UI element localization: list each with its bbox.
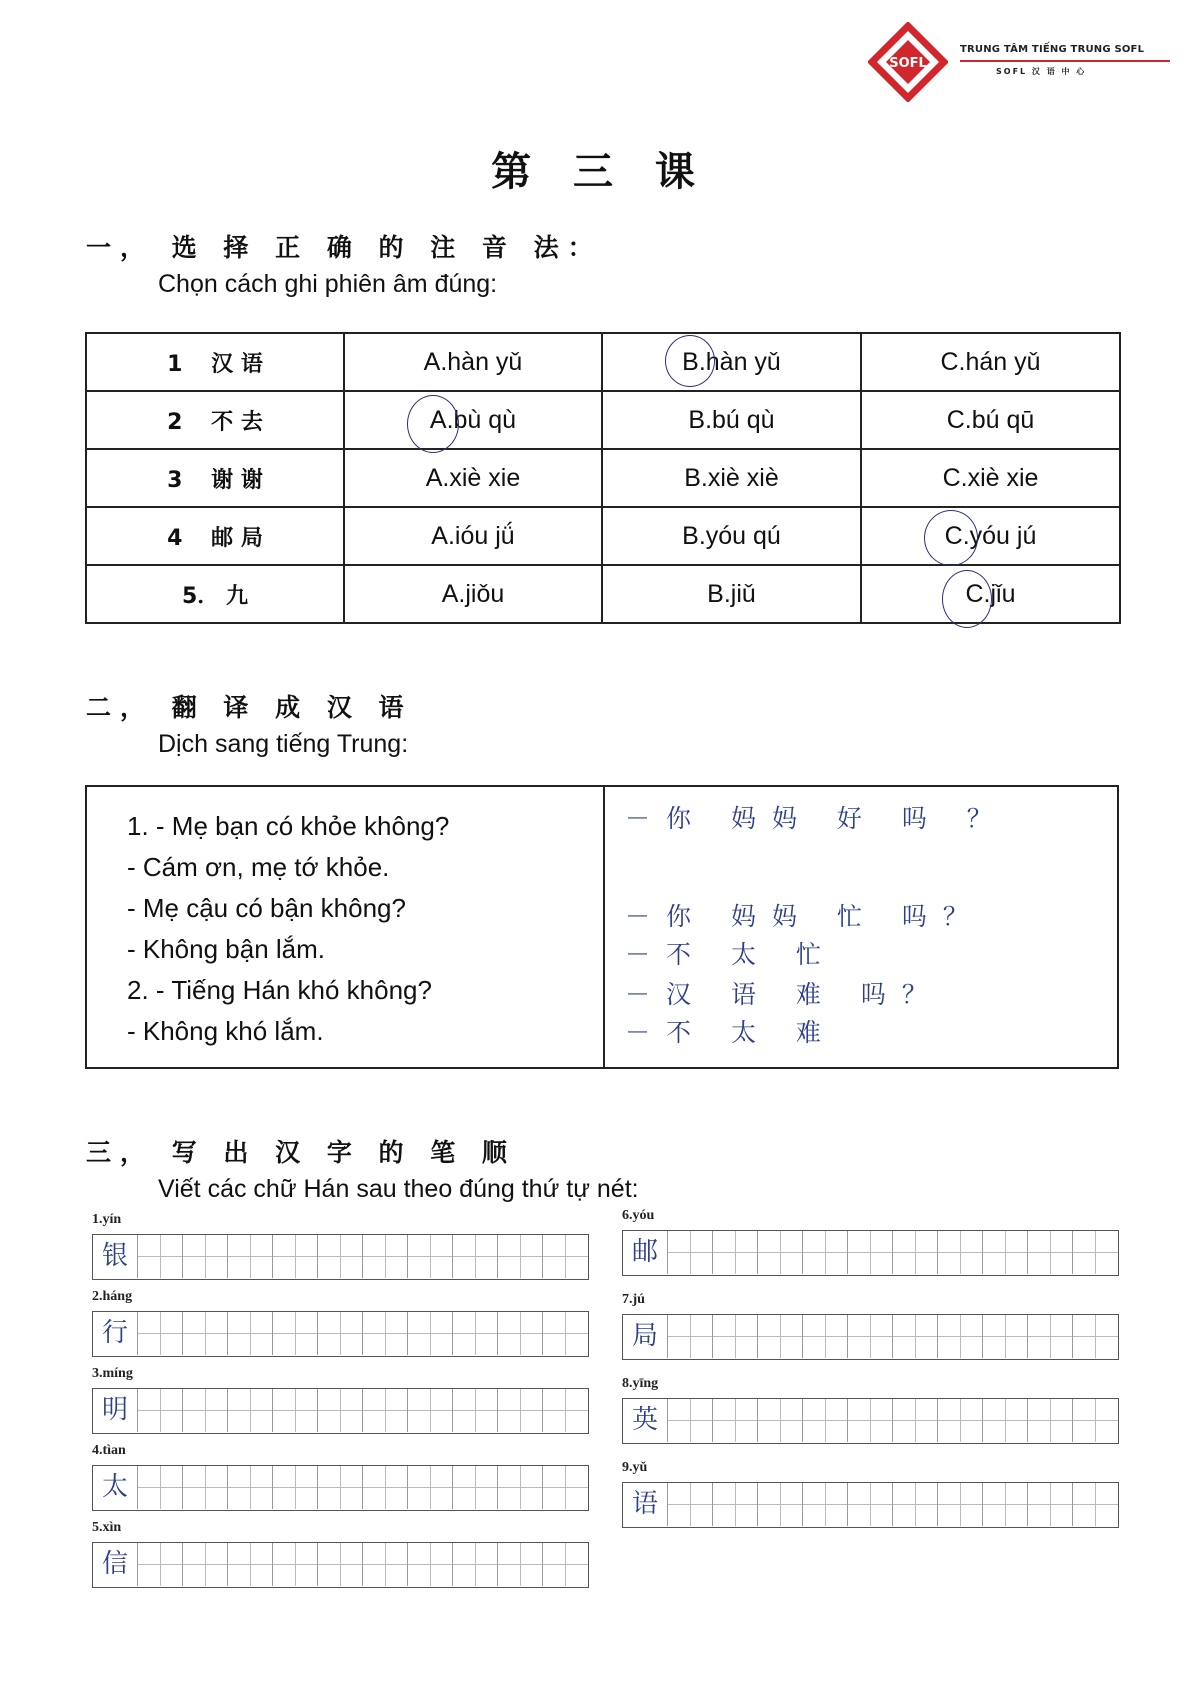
practice-cell[interactable]	[453, 1312, 498, 1355]
vietnamese-line: 2. - Tiếng Hán khó không?	[127, 975, 432, 1005]
practice-cell[interactable]	[228, 1466, 273, 1509]
practice-cell[interactable]	[228, 1235, 273, 1278]
vietnamese-line: - Cám ơn, mẹ tớ khỏe.	[127, 852, 390, 882]
practice-cell[interactable]	[363, 1235, 408, 1278]
grid-label: 5.xìn	[92, 1520, 122, 1535]
answer-circle-mark	[665, 335, 715, 387]
handwritten-answer: －你 妈妈 忙 吗？	[625, 902, 984, 931]
handwritten-answer: －不 太 难	[625, 1018, 837, 1047]
option-c[interactable]: C.yóu jú	[861, 507, 1120, 565]
practice-cell[interactable]	[983, 1315, 1028, 1358]
grid-label: 2.háng	[92, 1289, 133, 1304]
option-a[interactable]: A.ióu jǘ	[344, 507, 602, 565]
practice-cell[interactable]	[183, 1389, 228, 1432]
practice-cell[interactable]	[1073, 1399, 1118, 1442]
practice-cell[interactable]	[498, 1235, 543, 1278]
writing-grid	[622, 1398, 1119, 1444]
grid-label: 8.yīng	[622, 1376, 659, 1391]
practice-cell[interactable]	[543, 1389, 588, 1432]
practice-cell[interactable]	[273, 1312, 318, 1355]
practice-cell[interactable]	[848, 1399, 893, 1442]
practice-cell[interactable]	[893, 1399, 938, 1442]
grid-label: 9.yǔ	[622, 1460, 648, 1475]
option-a[interactable]: A.hàn yǔ	[344, 333, 602, 391]
practice-cell[interactable]	[138, 1466, 183, 1509]
practice-cell[interactable]	[453, 1543, 498, 1586]
practice-cell[interactable]	[318, 1312, 363, 1355]
practice-cell[interactable]	[543, 1312, 588, 1355]
practice-cell[interactable]	[938, 1231, 983, 1274]
model-character: 局	[623, 1315, 668, 1358]
question-cell: 5． 九	[86, 565, 344, 623]
practice-cell[interactable]	[228, 1312, 273, 1355]
option-c[interactable]: C.jǐu	[861, 565, 1120, 623]
practice-cell[interactable]	[543, 1235, 588, 1278]
option-a[interactable]: A.jiǒu	[344, 565, 602, 623]
practice-cell[interactable]	[453, 1389, 498, 1432]
practice-cell[interactable]	[803, 1315, 848, 1358]
practice-cell[interactable]	[848, 1315, 893, 1358]
practice-cell[interactable]	[758, 1231, 803, 1274]
logo-mark-icon	[868, 22, 948, 102]
logo-mark-text: SOFL	[889, 56, 927, 71]
practice-cell[interactable]	[1028, 1231, 1073, 1274]
practice-cell[interactable]	[713, 1315, 758, 1358]
practice-cell[interactable]	[408, 1235, 453, 1278]
practice-cell[interactable]	[758, 1483, 803, 1526]
writing-grid	[92, 1542, 589, 1588]
practice-cell[interactable]	[758, 1315, 803, 1358]
table-row	[86, 449, 1120, 507]
logo-subtitle: SOFL 汉 语 中 心	[996, 67, 1087, 76]
practice-cell[interactable]	[803, 1231, 848, 1274]
answer-circle-mark	[924, 510, 978, 566]
option-b[interactable]: B.yóu qú	[602, 507, 861, 565]
writing-grid	[92, 1465, 589, 1511]
practice-cell[interactable]	[408, 1312, 453, 1355]
practice-cell[interactable]	[318, 1235, 363, 1278]
practice-cell[interactable]	[1073, 1483, 1118, 1526]
writing-grid	[622, 1314, 1119, 1360]
practice-cell[interactable]	[938, 1315, 983, 1358]
practice-cell[interactable]	[803, 1399, 848, 1442]
practice-cell[interactable]	[273, 1235, 318, 1278]
practice-cell[interactable]	[228, 1389, 273, 1432]
grid-label: 3.míng	[92, 1366, 133, 1381]
model-character: 明	[93, 1389, 138, 1432]
practice-cell[interactable]	[498, 1389, 543, 1432]
section1-heading: 一， 选 择 正 确 的 注 音 法：	[86, 233, 602, 262]
practice-cell[interactable]	[273, 1466, 318, 1509]
practice-cell[interactable]	[893, 1483, 938, 1526]
practice-cell[interactable]	[938, 1399, 983, 1442]
vietnamese-line: 1. - Mẹ bạn có khỏe không?	[127, 811, 450, 841]
table-row	[86, 333, 1120, 391]
vietnamese-line: - Không bận lắm.	[127, 934, 326, 964]
model-character: 行	[93, 1312, 138, 1355]
table-row	[86, 391, 1120, 449]
option-b[interactable]: B.hàn yǔ	[602, 333, 861, 391]
practice-cell[interactable]	[318, 1466, 363, 1509]
practice-cell[interactable]	[498, 1466, 543, 1509]
option-b[interactable]: B.jiǔ	[602, 565, 861, 623]
column-divider	[603, 787, 605, 1067]
handwritten-answer: －你 妈妈 好 吗 ？	[625, 804, 1008, 833]
practice-cell[interactable]	[453, 1235, 498, 1278]
practice-cell[interactable]	[318, 1389, 363, 1432]
practice-cell[interactable]	[183, 1466, 228, 1509]
section1-subheading: Chọn cách ghi phiên âm đúng:	[158, 270, 498, 298]
practice-cell[interactable]	[453, 1466, 498, 1509]
practice-cell[interactable]	[138, 1235, 183, 1278]
practice-cell[interactable]	[1028, 1315, 1073, 1358]
handwritten-answer: －汉 语 难 吗？	[625, 980, 943, 1009]
option-a[interactable]: A.bù qù	[344, 391, 602, 449]
section3-subheading: Viết các chữ Hán sau theo đúng thứ tự nét:	[158, 1175, 639, 1203]
practice-cell[interactable]	[1073, 1231, 1118, 1274]
practice-cell[interactable]	[138, 1543, 183, 1586]
grid-label: 1.yín	[92, 1212, 122, 1227]
practice-cell[interactable]	[668, 1399, 713, 1442]
answer-circle-mark	[942, 570, 992, 628]
practice-cell[interactable]	[543, 1466, 588, 1509]
question-cell: 1 汉 语	[86, 333, 344, 391]
logo-text: TRUNG TÂM TIẾNG TRUNG SOFL	[960, 44, 1145, 55]
practice-cell[interactable]	[408, 1389, 453, 1432]
practice-cell[interactable]	[983, 1483, 1028, 1526]
practice-cell[interactable]	[363, 1389, 408, 1432]
answer-circle-mark	[407, 395, 459, 453]
practice-cell[interactable]	[183, 1235, 228, 1278]
practice-cell[interactable]	[138, 1389, 183, 1432]
model-character: 银	[93, 1235, 138, 1278]
vietnamese-line: - Mẹ cậu có bận không?	[127, 893, 406, 923]
practice-cell[interactable]	[893, 1315, 938, 1358]
writing-grid	[92, 1388, 589, 1434]
section2-subheading: Dịch sang tiếng Trung:	[158, 730, 409, 758]
logo-divider	[960, 60, 1170, 62]
practice-cell[interactable]	[363, 1312, 408, 1355]
practice-cell[interactable]	[668, 1315, 713, 1358]
practice-cell[interactable]	[983, 1399, 1028, 1442]
option-c[interactable]: C.hán yǔ	[861, 333, 1120, 391]
writing-grid	[92, 1311, 589, 1357]
section2-heading: 二， 翻 译 成 汉 语	[86, 693, 413, 722]
practice-cell[interactable]	[273, 1543, 318, 1586]
option-c[interactable]: C.xiè xie	[861, 449, 1120, 507]
grid-label: 7.jú	[622, 1292, 645, 1307]
practice-cell[interactable]	[363, 1466, 408, 1509]
practice-cell[interactable]	[848, 1231, 893, 1274]
handwritten-answer: －不 太 忙	[625, 940, 837, 969]
writing-grid	[92, 1234, 589, 1280]
practice-cell[interactable]	[983, 1231, 1028, 1274]
practice-cell[interactable]	[408, 1466, 453, 1509]
practice-cell[interactable]	[668, 1231, 713, 1274]
question-cell: 4 邮 局	[86, 507, 344, 565]
pinyin-choice-table	[85, 332, 1121, 624]
practice-cell[interactable]	[363, 1543, 408, 1586]
option-b[interactable]: B.xiè xiè	[602, 449, 861, 507]
lesson-title: 第 三 课	[491, 149, 709, 195]
translation-box	[85, 785, 1119, 1069]
option-a[interactable]: A.xiè xie	[344, 449, 602, 507]
practice-cell[interactable]	[543, 1543, 588, 1586]
practice-cell[interactable]	[183, 1312, 228, 1355]
practice-cell[interactable]	[498, 1312, 543, 1355]
practice-cell[interactable]	[848, 1483, 893, 1526]
practice-cell[interactable]	[713, 1399, 758, 1442]
question-cell: 2 不 去	[86, 391, 344, 449]
practice-cell[interactable]	[803, 1483, 848, 1526]
logo	[868, 22, 1188, 102]
model-character: 太	[93, 1466, 138, 1509]
model-character: 英	[623, 1399, 668, 1442]
section3-heading: 三， 写 出 汉 字 的 笔 顺	[86, 1138, 516, 1167]
writing-grid	[622, 1230, 1119, 1276]
practice-cell[interactable]	[273, 1389, 318, 1432]
table-row	[86, 565, 1120, 623]
question-cell: 3 谢 谢	[86, 449, 344, 507]
option-c[interactable]: C.bú qū	[861, 391, 1120, 449]
model-character: 信	[93, 1543, 138, 1586]
practice-cell[interactable]	[498, 1543, 543, 1586]
practice-cell[interactable]	[893, 1231, 938, 1274]
writing-grid	[622, 1482, 1119, 1528]
practice-cell[interactable]	[318, 1543, 363, 1586]
practice-cell[interactable]	[713, 1483, 758, 1526]
practice-cell[interactable]	[1028, 1399, 1073, 1442]
practice-cell[interactable]	[713, 1231, 758, 1274]
model-character: 语	[623, 1483, 668, 1526]
vietnamese-line: - Không khó lắm.	[127, 1016, 324, 1046]
practice-cell[interactable]	[138, 1312, 183, 1355]
practice-cell[interactable]	[1028, 1483, 1073, 1526]
option-b[interactable]: B.bú qù	[602, 391, 861, 449]
practice-cell[interactable]	[1073, 1315, 1118, 1358]
model-character: 邮	[623, 1231, 668, 1274]
practice-cell[interactable]	[758, 1399, 803, 1442]
practice-cell[interactable]	[408, 1543, 453, 1586]
practice-cell[interactable]	[938, 1483, 983, 1526]
table-row	[86, 507, 1120, 565]
practice-cell[interactable]	[668, 1483, 713, 1526]
practice-cell[interactable]	[183, 1543, 228, 1586]
grid-label: 6.yóu	[622, 1208, 655, 1223]
practice-cell[interactable]	[228, 1543, 273, 1586]
grid-label: 4.tìan	[92, 1443, 126, 1458]
